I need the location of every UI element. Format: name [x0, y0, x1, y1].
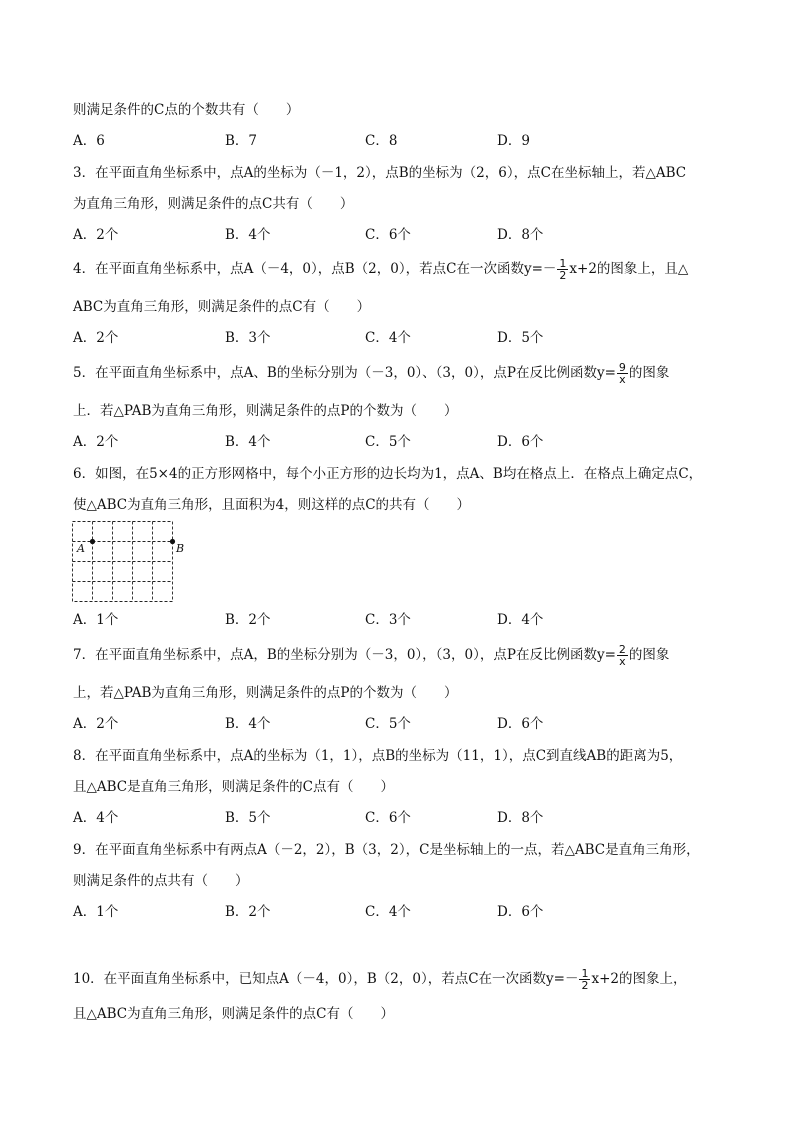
- q4-option-b: B．3个: [225, 330, 271, 346]
- q3-option-c: C．6个: [365, 227, 411, 243]
- q4-option-a: A．2个: [73, 330, 119, 346]
- q5-option-b: B．4个: [225, 434, 271, 450]
- q2-option-a: A．6: [73, 133, 105, 149]
- q7-option-c: C．5个: [365, 716, 411, 732]
- q7-option-b: B．4个: [225, 716, 271, 732]
- q5-stem-line1: [73, 361, 670, 386]
- q7-stem-line1: [73, 643, 670, 668]
- q8-option-d: D．8个: [497, 810, 544, 826]
- q8-option-c: C．6个: [365, 810, 411, 826]
- q10-stem-line1: [73, 967, 687, 992]
- q6-option-a: A．1个: [73, 612, 119, 628]
- q2-option-b: B．7: [225, 133, 258, 149]
- q9-option-a: A．1个: [73, 904, 119, 920]
- q3-option-a: A．2个: [73, 227, 119, 243]
- fraction-numerator: 2: [618, 643, 626, 656]
- q8-option-b: B．5个: [225, 810, 271, 826]
- q4-stem-text-pre: 4．在平面直角坐标系中，点A（－4，0），点B（2，0），若点C在一次函数y=－: [73, 261, 557, 277]
- q3-option-d: D．8个: [497, 227, 544, 243]
- q8-stem-line2: 且△ABC是直角三角形，则满足条件的C点有（ ）: [73, 779, 394, 795]
- q7-stem-line2: 上，若△PAB为直角三角形，则满足条件的点P的个数为（ ）: [73, 685, 458, 701]
- q10-stem-line2: 且△ABC为直角三角形，则满足条件的点C有（ ）: [73, 1006, 394, 1022]
- q5-fraction: [617, 362, 628, 385]
- q7-option-a: A．2个: [73, 716, 119, 732]
- fraction-denominator: 2: [581, 979, 589, 992]
- point-b-dot: [170, 539, 175, 544]
- q10-fraction: [579, 968, 590, 991]
- q9-option-d: D．6个: [497, 904, 544, 920]
- q7-option-d: D．6个: [497, 716, 544, 732]
- q4-fraction: [557, 258, 568, 281]
- fraction-denominator: x: [619, 655, 626, 668]
- q3-stem-line2: 为直角三角形，则满足条件的点C共有（ ）: [73, 196, 354, 212]
- q4-option-c: C．4个: [365, 330, 411, 346]
- q5-stem-text-pre: 5．在平面直角坐标系中，点A、B的坐标分别为（－3，0）、（3，0），点P在反比例函数y=: [73, 365, 616, 381]
- fraction-numerator: 1: [581, 967, 589, 980]
- q4-stem-line2: ABC为直角三角形，则满足条件的点C有（ ）: [73, 299, 371, 315]
- q4-option-d: D．5个: [497, 330, 544, 346]
- q7-stem-text-post: 的图象: [628, 647, 670, 663]
- point-b-label: B: [176, 542, 185, 555]
- point-a-dot: [90, 539, 95, 544]
- q3-stem-line1: 3．在平面直角坐标系中，点A的坐标为（－1，2），点B的坐标为（2，6），点C在坐标轴上，若△ABC: [73, 165, 687, 181]
- q9-option-b: B．2个: [225, 904, 271, 920]
- q2-stem-tail: 则满足条件的C点的个数共有（ ）: [73, 102, 300, 118]
- q4-stem-line1: [73, 257, 689, 282]
- fraction-denominator: x: [619, 373, 626, 386]
- fraction-numerator: 9: [618, 361, 626, 374]
- q5-stem-text-post: 的图象: [628, 365, 670, 381]
- grid-svg: [72, 521, 192, 603]
- q9-option-c: C．4个: [365, 904, 411, 920]
- q9-stem-line2: 则满足条件的点共有（ ）: [73, 873, 249, 889]
- q5-option-a: A．2个: [73, 434, 119, 450]
- q6-option-b: B．2个: [225, 612, 271, 628]
- q3-option-b: B．4个: [225, 227, 271, 243]
- q6-option-d: D．4个: [497, 612, 544, 628]
- q7-stem-text-pre: 7．在平面直角坐标系中，点A，B的坐标分别为（－3，0），（3，0），点P在反比例函数y=: [73, 647, 616, 663]
- q5-option-d: D．6个: [497, 434, 544, 450]
- q9-stem-line1: 9．在平面直角坐标系中有两点A（－2，2），B（3，2），C是坐标轴上的一点，若△ABC是直角三角形，: [73, 842, 700, 858]
- q2-option-d: D．9: [497, 133, 530, 149]
- q6-stem-line1: 6．如图，在5×4的正方形网格中，每个小正方形的边长均为1，点A、B均在格点上．在格点上确定点C，: [73, 466, 703, 482]
- q6-stem-line2: 使△ABC为直角三角形，且面积为4，则这样的点C的共有（ ）: [73, 497, 471, 513]
- q6-option-c: C．3个: [365, 612, 411, 628]
- q5-option-c: C．5个: [365, 434, 411, 450]
- q10-stem-text-post: x+2的图象上，: [591, 971, 687, 987]
- q6-grid-figure: [72, 521, 192, 603]
- q10-stem-text-pre: 10．在平面直角坐标系中，已知点A（－4，0），B（2，0），若点C在一次函数y=－: [73, 971, 579, 987]
- point-a-label: A: [77, 542, 85, 555]
- q8-stem-line1: 8．在平面直角坐标系中，点A的坐标为（1，1），点B的坐标为（11，1），点C到直线AB的距离为5，: [73, 748, 683, 764]
- q2-option-c: C．8: [365, 133, 398, 149]
- q7-fraction: [617, 644, 628, 667]
- q8-option-a: A．4个: [73, 810, 119, 826]
- fraction-denominator: 2: [559, 269, 567, 282]
- fraction-numerator: 1: [559, 257, 567, 270]
- q4-stem-text-post: x+2的图象上，且△: [569, 261, 689, 277]
- q5-stem-line2: 上．若△PAB为直角三角形，则满足条件的点P的个数为（ ）: [73, 403, 458, 419]
